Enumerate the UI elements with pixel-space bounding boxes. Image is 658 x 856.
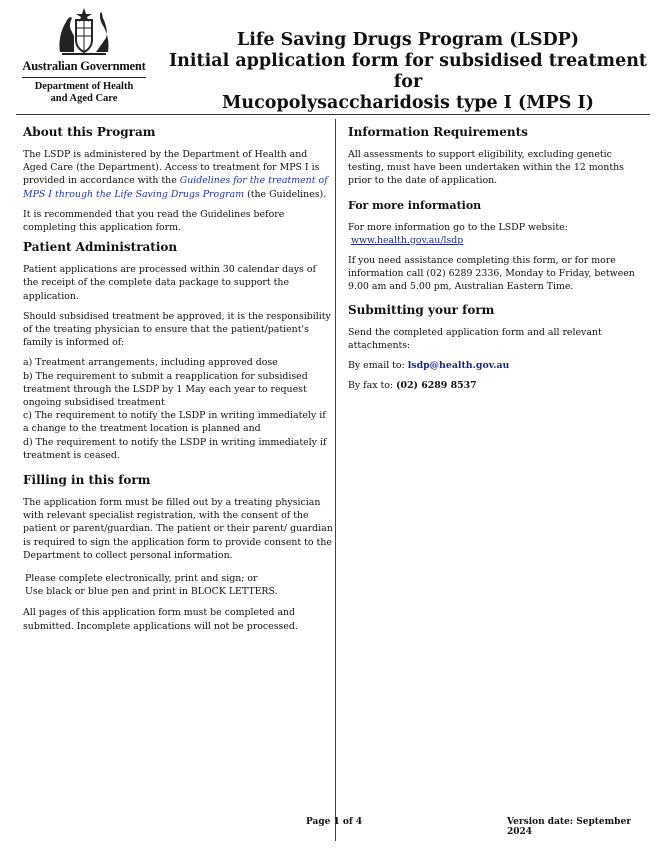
department-name-line2: and Aged Care	[50, 93, 118, 104]
filling-paragraph-3: All pages of this application form must be completed and submitted. Incomplete applications will not be processed.	[23, 607, 298, 632]
page-title	[158, 30, 658, 114]
about-text-end: (the Guidelines).	[244, 188, 327, 200]
email-label: By email to:	[348, 360, 408, 372]
fax-label: By fax to:	[348, 380, 397, 392]
more-info-heading: For more information	[348, 198, 482, 212]
page-number: Page 1 of 4	[306, 817, 363, 827]
guidelines-link[interactable]: Guidelines for the treatment of MPS I through the Life Saving Drugs Program	[23, 175, 328, 200]
government-name: Australian Government	[22, 59, 146, 73]
email-link[interactable]: lsdp@health.gov.au	[407, 360, 510, 372]
patient-list	[23, 356, 333, 462]
submit-heading: Submitting your form	[348, 302, 495, 317]
department-name-line1: Department of Health	[34, 81, 134, 92]
about-heading: About this Program	[23, 125, 156, 139]
submit-paragraph: Send the completed application form and all relevant attachments:	[348, 326, 602, 351]
fax-number: (02) 6289 8537	[396, 380, 477, 392]
title-line3: Mucopolysaccharidosis type I (MPS I)	[222, 93, 594, 113]
header-divider	[16, 114, 650, 115]
more-info-paragraph	[348, 221, 638, 247]
filling-heading: Filling in this form	[23, 473, 151, 488]
right-column	[348, 124, 638, 399]
left-column	[23, 124, 333, 640]
list-item: a) Treatment arrangements, including approved dose	[23, 357, 278, 369]
logo-divider	[22, 77, 146, 78]
coat-of-arms-icon	[52, 6, 116, 58]
info-heading: Information Requirements	[348, 125, 528, 139]
filling-paragraph-1: The application form must be filled out by a treating physician with relevant specialist registration, with the consent of the patient or parent/guardian. The patient or their parent/ guardian is required to sign the application form to provide consent to the Department to collect personal information.	[23, 497, 333, 561]
instruction-line-2: Use black or blue pen and print in BLOCK LETTERS.	[25, 586, 278, 598]
info-paragraph: All assessments to support eligibility, excluding genetic testing, must have been undertaken within the 12 months prior to the date of application.	[348, 149, 624, 187]
email-line	[348, 359, 638, 372]
title-line2: Initial application form for subsidised treatment for	[168, 51, 648, 92]
about-recommendation: It is recommended that you read the Guidelines before completing this application form.	[23, 208, 285, 234]
column-divider	[335, 119, 336, 841]
patient-paragraph-1: Patient applications are processed within 30 calendar days of the receipt of the complete data package to support the application.	[23, 264, 316, 302]
website-link[interactable]: www.health.gov.au/lsdp	[351, 234, 464, 246]
fax-line	[348, 379, 638, 392]
instruction-line-1: Please complete electronically, print and sign; or	[25, 573, 258, 585]
patient-paragraph-2: Should subsidised treatment be approved, it is the responsibility of the treating physician to ensure that the patient/patient's family is informed of:	[23, 310, 331, 349]
government-logo	[14, 6, 154, 106]
list-item: d) The requirement to notify the LSDP in writing immediately if treatment is ceased.	[23, 436, 327, 461]
list-item: b) The requirement to submit a reapplication for subsidised treatment through the LSDP by 1 May each year to request ongoing subsidised treatment	[23, 370, 308, 409]
patient-heading: Patient Administration	[23, 240, 178, 255]
about-paragraph	[23, 148, 333, 201]
about-text: The LSDP is administered by the Department of Health and Aged Care (the Department). Access to treatment for MPS I is provided in accordance with the	[23, 149, 320, 187]
more-info-text: For more information go to the LSDP website:	[348, 221, 568, 233]
list-item: c) The requirement to notify the LSDP in writing immediately if a change to the treatment location is planned and	[23, 410, 326, 435]
version-date: Version date: September 2024	[507, 817, 631, 837]
assistance-paragraph: If you need assistance completing this form, or for more information call (02) 6289 2336, Monday to Friday, between 9.00 am and 5.00 pm, Australian Eastern Time.	[348, 255, 635, 293]
filling-instructions	[23, 572, 333, 598]
title-line1: Life Saving Drugs Program (LSDP)	[236, 30, 580, 50]
